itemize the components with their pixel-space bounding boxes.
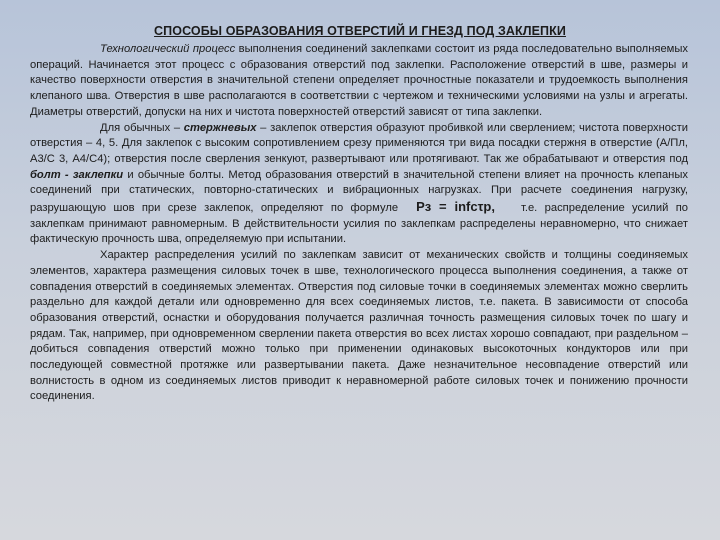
italic-term: Технологический процесс xyxy=(100,43,236,55)
paragraph-text: Для обычных – xyxy=(100,121,184,134)
paragraph-text: Характер распределения усилий по заклепкам зависит от механических свойств и толщины соединяемых элементов, характера размещения силовых точек в шве, технологического процесса выполнения соединения, а также от совпадения отверстий в соединяемых элементах. Отверстия под силовые точки в соединяемых элементах можно сверлить раздельно для каждой детали или одновременно для всех соединяемых листов, т.е. пакета. В зависимости от способа образования отверстий, оснастки и оборудования получается различная точность размещения силовых точек по шагу и рядам. Так, например, при одновременном сверлении пакета отверстия во всех листах хорошо совпадают, при раздельном – добиться совпадения отверстий можно только при применении одинаковых высокоточных кондукторов или при последующей совместной протяжке или развертывании пакета. Даже незначительное несовпадение отверстий или волнистость в одном из соединяемых листов приводит к неравномерной работе силовых точек и понижению прочности соединения. xyxy=(30,249,688,403)
paragraph-3 xyxy=(30,248,688,405)
paragraph-1 xyxy=(30,42,688,121)
paragraph-2 xyxy=(30,121,688,249)
formula: Рз = infcτр, xyxy=(416,199,495,215)
emphasis-term: стержневых xyxy=(183,121,257,134)
paragraph-text: т.е. распределение усилий по заклепкам принимают равномерным. В действительности усилия по заклепкам распределены неравномерно, что снижает фактическую прочность шва, определяемую при испытании. xyxy=(30,202,688,246)
text-body xyxy=(30,42,688,405)
paragraph-text: и обычные болты. Метод образования отверстий в значительной степени влияет на прочность клепаных соединений при статических, повторно-статических и вибрационных нагрузках. При расчете соединения нагрузку, разрушающую шов при срезе заклепок, определяют по формуле xyxy=(30,168,688,215)
emphasis-term: болт - заклепки xyxy=(30,168,124,181)
paragraph-text: – заклепок отверстия образуют пробивкой или сверлением; чистота поверхности отверстия – 4, 5. Для заклепок с высоким сопротивлением срезу применяются три вида посадки стержня в отверстие (А/Пл, А3/С 3, А4/С4); отверстия после сверления зенкуют, развертывают или протягивают. Так же обрабатывают и отверстия под xyxy=(30,121,688,165)
page-title: СПОСОБЫ ОБРАЗОВАНИЯ ОТВЕРСТИЙ И ГНЕЗД ПОД ЗАКЛЕПКИ xyxy=(154,24,566,38)
paragraph-text: выполнения соединений заклепками состоит из ряда последовательно выполняемых операций. Начинается этот процесс с образования отверстий под заклепки. Расположение отверстий в шве, размеры и качество поверхности отверстия в значительной степени определяет прочностные показатели и трудоемкость выполнения клепаного шва. Отверстия в шве располагаются в соответствии с чертежом и техническими условиями на узлы и агрегаты. Диаметры отверстий, допуски на них и чистота поверхностей отверстий зависят от типа заклепки. xyxy=(30,43,688,118)
